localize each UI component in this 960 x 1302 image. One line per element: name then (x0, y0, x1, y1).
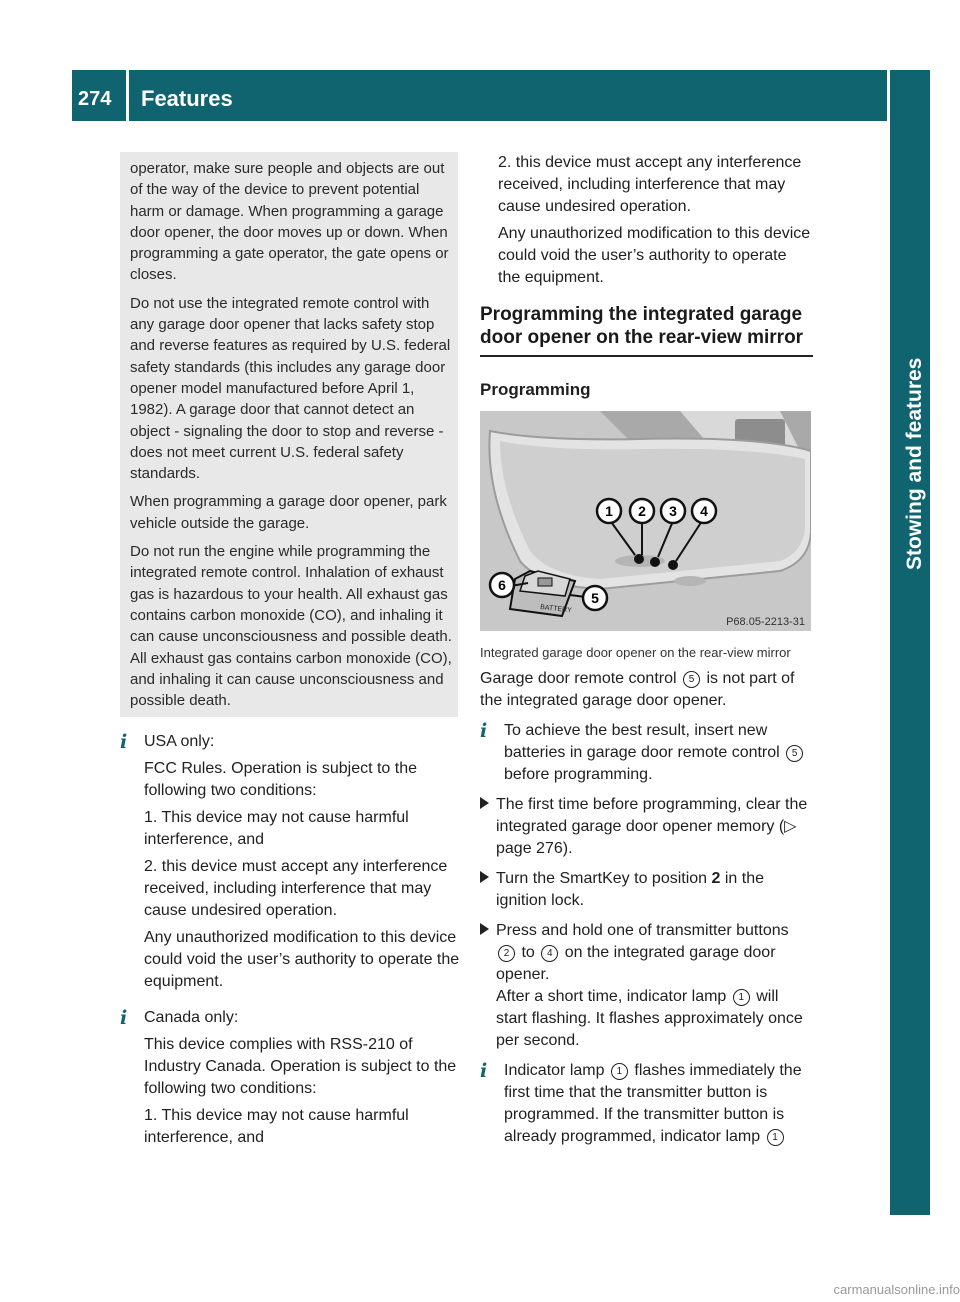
page-number: 274 (78, 88, 112, 110)
continued-text (480, 152, 813, 289)
callout-2: 2 (638, 503, 646, 519)
info-text: 1. This device may not cause harmful interference, and (144, 1107, 409, 1147)
info-usa (120, 731, 460, 993)
info-text: 1. This device may not cause harmful interference, and (144, 809, 409, 849)
image-code: P68.05-2213-31 (726, 616, 805, 628)
side-tab (890, 70, 930, 1215)
info-batteries: i To achieve the best result, insert new batteries in garage door remote control 5 before programming. (480, 720, 813, 786)
right-column (480, 152, 813, 1153)
info-text: This device complies with RSS-210 of Industry Canada. Operation is subject to the following two conditions: (144, 1036, 457, 1098)
warning-paragraph: operator, make sure people and objects are out of the way of the device to prevent potential harm or damage. When programming a garage door opener, the door moves up or down. When programming a gate operator, the gate opens or closes. (130, 160, 449, 284)
section-heading: Programming the integrated garage door opener on the rear-view mirror (480, 303, 813, 357)
header-separator (126, 70, 129, 121)
info-title: USA only: (144, 733, 215, 751)
remote-paragraph: Garage door remote control 5 is not part of the integrated garage door opener. (480, 670, 795, 709)
warning-paragraph: Do not run the engine while programming the integrated remote control. Inhalation of exhaust gas is hazardous to your health. All exhaust gas contains carbon monoxide (CO), and inhaling it can cause unconsciousness and possible death. All exhaust gas contains carbon monoxide (CO), and inhaling it can cause unconsciousness and possible death. (130, 543, 452, 710)
remote-control (510, 571, 575, 616)
ref-5: 5 (786, 745, 803, 762)
warning-paragraph: Do not use the integrated remote control with any garage door opener that lacks safety stop and reverse features as required by U.S. federal safety standards (this includes any garage door opener model manufactured before April 1, 1982). A garage door that cannot detect an object - signaling the door to stop and reverse - does not meet current U.S. federal safety standards. (130, 294, 451, 483)
image-caption: Integrated garage door opener on the rear-view mirror (480, 645, 791, 660)
ref-2: 2 (498, 945, 515, 962)
ref-1: 1 (611, 1063, 628, 1080)
step-arrow-icon (480, 871, 489, 883)
info-icon: i (480, 720, 488, 742)
callout-4: 4 (700, 503, 708, 519)
info-text: 2. this device must accept any interference received, including interference that may cause undesired operation. (498, 154, 802, 215)
mirror-illustration (480, 411, 811, 631)
step-arrow-icon (480, 797, 489, 809)
ref-1: 1 (767, 1129, 784, 1146)
battery-label: BATTERY (539, 604, 572, 615)
ref-5: 5 (683, 671, 700, 688)
info-icon: i (120, 731, 128, 754)
step-press-hold: Press and hold one of transmitter buttons 2 to 4 on the integrated garage door opener. After a short time, indicator lamp 1 will start flashing. It flashes approximately once per second. (480, 920, 813, 1052)
mirror-photo (480, 411, 811, 631)
callout-6: 6 (498, 577, 506, 593)
ref-1: 1 (733, 989, 750, 1006)
info-text: 2. this device must accept any interference received, including interference that may cause undesired operation. (144, 858, 448, 920)
info-text: Any unauthorized modification to this device could void the user’s authority to operate the equipment. (144, 929, 460, 991)
callout-5: 5 (591, 590, 599, 606)
side-tab-label: Stowing and features (903, 357, 926, 570)
info-title: Canada only: (144, 1009, 239, 1027)
footer-watermark: carmanualsonline.info (833, 1282, 960, 1297)
info-text: Any unauthorized modification to this device could void the user’s authority to operate the equipment. (498, 225, 811, 286)
info-indicator: i Indicator lamp 1 flashes immediately the first time that the transmitter button is programmed. If the transmitter button is already programmed, indicator lamp 1 (480, 1060, 802, 1145)
info-text: FCC Rules. Operation is subject to the following two conditions: (144, 760, 418, 800)
ref-4: 4 (541, 945, 558, 962)
step-smartkey: Turn the SmartKey to position 2 in the ignition lock. (480, 868, 813, 912)
callout-3: 3 (669, 503, 677, 519)
left-column (120, 152, 460, 1154)
warning-paragraph: When programming a garage door opener, park vehicle outside the garage. (130, 493, 447, 532)
step-arrow-icon (480, 923, 489, 935)
sub-heading: Programming (480, 380, 591, 399)
warning-box (120, 152, 458, 717)
step-clear-memory: The first time before programming, clear the integrated garage door opener memory (▷ page 276). (480, 794, 813, 860)
info-icon: i (480, 1060, 488, 1082)
info-canada (120, 1007, 460, 1149)
callout-1: 1 (605, 503, 613, 519)
info-icon: i (120, 1007, 128, 1030)
section-title: Features (141, 86, 233, 111)
